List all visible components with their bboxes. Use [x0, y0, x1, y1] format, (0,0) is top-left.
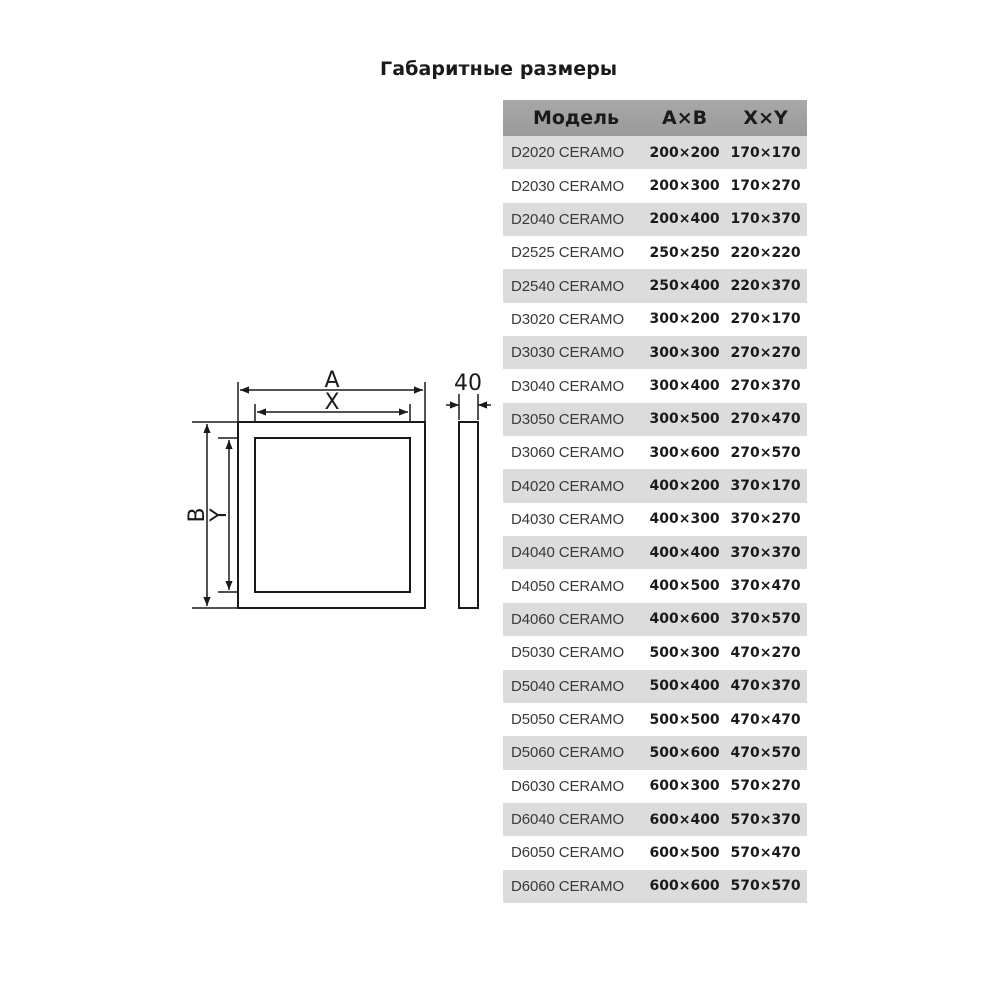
table-row: [503, 670, 807, 703]
cell-ab: 500×300: [645, 636, 724, 669]
table-row: [503, 569, 807, 602]
cell-ab: 500×500: [645, 703, 724, 736]
cell-ab: 250×250: [645, 236, 724, 269]
cell-model: D4030 CERAMO: [503, 503, 645, 536]
cell-xy: 270×370: [724, 369, 807, 402]
cell-ab: 250×400: [645, 269, 724, 302]
cell-xy: 270×170: [724, 303, 807, 336]
table-row: [503, 469, 807, 502]
cell-xy: 170×370: [724, 203, 807, 236]
cell-ab: 600×300: [645, 770, 724, 803]
cell-model: D4020 CERAMO: [503, 469, 645, 502]
cell-model: D4060 CERAMO: [503, 603, 645, 636]
table-row: [503, 203, 807, 236]
cell-ab: 300×400: [645, 369, 724, 402]
table-row: [503, 369, 807, 402]
table-row: [503, 303, 807, 336]
cell-ab: 200×400: [645, 203, 724, 236]
cell-model: D4050 CERAMO: [503, 569, 645, 602]
cell-xy: 270×270: [724, 336, 807, 369]
cell-ab: 400×300: [645, 503, 724, 536]
column-header-ab: A×B: [645, 100, 724, 136]
cell-ab: 600×400: [645, 803, 724, 836]
cell-xy: 570×270: [724, 770, 807, 803]
cell-ab: 600×500: [645, 836, 724, 869]
cell-xy: 470×470: [724, 703, 807, 736]
column-header-model: Модель: [503, 100, 645, 136]
cell-ab: 200×200: [645, 136, 724, 169]
table-row: [503, 703, 807, 736]
cell-model: D6040 CERAMO: [503, 803, 645, 836]
table-row: [503, 736, 807, 769]
page-title: Габаритные размеры: [380, 58, 618, 80]
cell-model: D5040 CERAMO: [503, 670, 645, 703]
cell-model: D2040 CERAMO: [503, 203, 645, 236]
table-row: [503, 536, 807, 569]
cell-ab: 200×300: [645, 169, 724, 202]
table-row: [503, 269, 807, 302]
cell-xy: 570×470: [724, 836, 807, 869]
cell-ab: 400×400: [645, 536, 724, 569]
table-row: [503, 770, 807, 803]
cell-xy: 370×470: [724, 569, 807, 602]
label-depth: 40: [454, 371, 482, 396]
table-row: [503, 136, 807, 169]
table-body: [503, 136, 807, 903]
cell-ab: 400×200: [645, 469, 724, 502]
cell-xy: 570×570: [724, 870, 807, 903]
table-row: [503, 336, 807, 369]
label-y: Y: [207, 508, 232, 522]
cell-ab: 300×600: [645, 436, 724, 469]
table-row: [503, 836, 807, 869]
hatch-side-view: [459, 422, 478, 608]
cell-model: D2020 CERAMO: [503, 136, 645, 169]
cell-ab: 300×500: [645, 403, 724, 436]
table-row: [503, 236, 807, 269]
cell-model: D4040 CERAMO: [503, 536, 645, 569]
cell-xy: 170×170: [724, 136, 807, 169]
column-header-xy: X×Y: [724, 100, 807, 136]
cell-model: D3040 CERAMO: [503, 369, 645, 402]
cell-model: D6050 CERAMO: [503, 836, 645, 869]
cell-xy: 570×370: [724, 803, 807, 836]
dimensions-table: [503, 100, 807, 903]
cell-xy: 370×270: [724, 503, 807, 536]
label-b: B: [185, 507, 210, 523]
table-row: [503, 803, 807, 836]
cell-model: D6060 CERAMO: [503, 870, 645, 903]
table-row: [503, 870, 807, 903]
cell-model: D5060 CERAMO: [503, 736, 645, 769]
cell-model: D2030 CERAMO: [503, 169, 645, 202]
cell-xy: 170×270: [724, 169, 807, 202]
table-row: [503, 603, 807, 636]
cell-ab: 600×600: [645, 870, 724, 903]
cell-xy: 220×370: [724, 269, 807, 302]
cell-ab: 300×300: [645, 336, 724, 369]
cell-ab: 300×200: [645, 303, 724, 336]
dimension-drawing: [180, 360, 500, 620]
cell-model: D3020 CERAMO: [503, 303, 645, 336]
cell-model: D5030 CERAMO: [503, 636, 645, 669]
cell-xy: 370×370: [724, 536, 807, 569]
cell-model: D3050 CERAMO: [503, 403, 645, 436]
cell-ab: 400×500: [645, 569, 724, 602]
cell-model: D3060 CERAMO: [503, 436, 645, 469]
label-a: A: [324, 368, 340, 393]
cell-xy: 470×270: [724, 636, 807, 669]
table-row: [503, 169, 807, 202]
cell-xy: 270×570: [724, 436, 807, 469]
table-row: [503, 636, 807, 669]
cell-model: D2525 CERAMO: [503, 236, 645, 269]
cell-xy: 370×570: [724, 603, 807, 636]
cell-xy: 370×170: [724, 469, 807, 502]
hatch-inner-door: [255, 438, 410, 592]
table-row: [503, 403, 807, 436]
cell-xy: 470×370: [724, 670, 807, 703]
cell-ab: 500×600: [645, 736, 724, 769]
cell-model: D5050 CERAMO: [503, 703, 645, 736]
cell-model: D2540 CERAMO: [503, 269, 645, 302]
cell-xy: 470×570: [724, 736, 807, 769]
cell-model: D6030 CERAMO: [503, 770, 645, 803]
table-row: [503, 436, 807, 469]
cell-ab: 500×400: [645, 670, 724, 703]
table-row: [503, 503, 807, 536]
cell-xy: 270×470: [724, 403, 807, 436]
cell-model: D3030 CERAMO: [503, 336, 645, 369]
label-x: X: [324, 390, 340, 415]
cell-ab: 400×600: [645, 603, 724, 636]
table-header-row: [503, 100, 807, 136]
cell-xy: 220×220: [724, 236, 807, 269]
